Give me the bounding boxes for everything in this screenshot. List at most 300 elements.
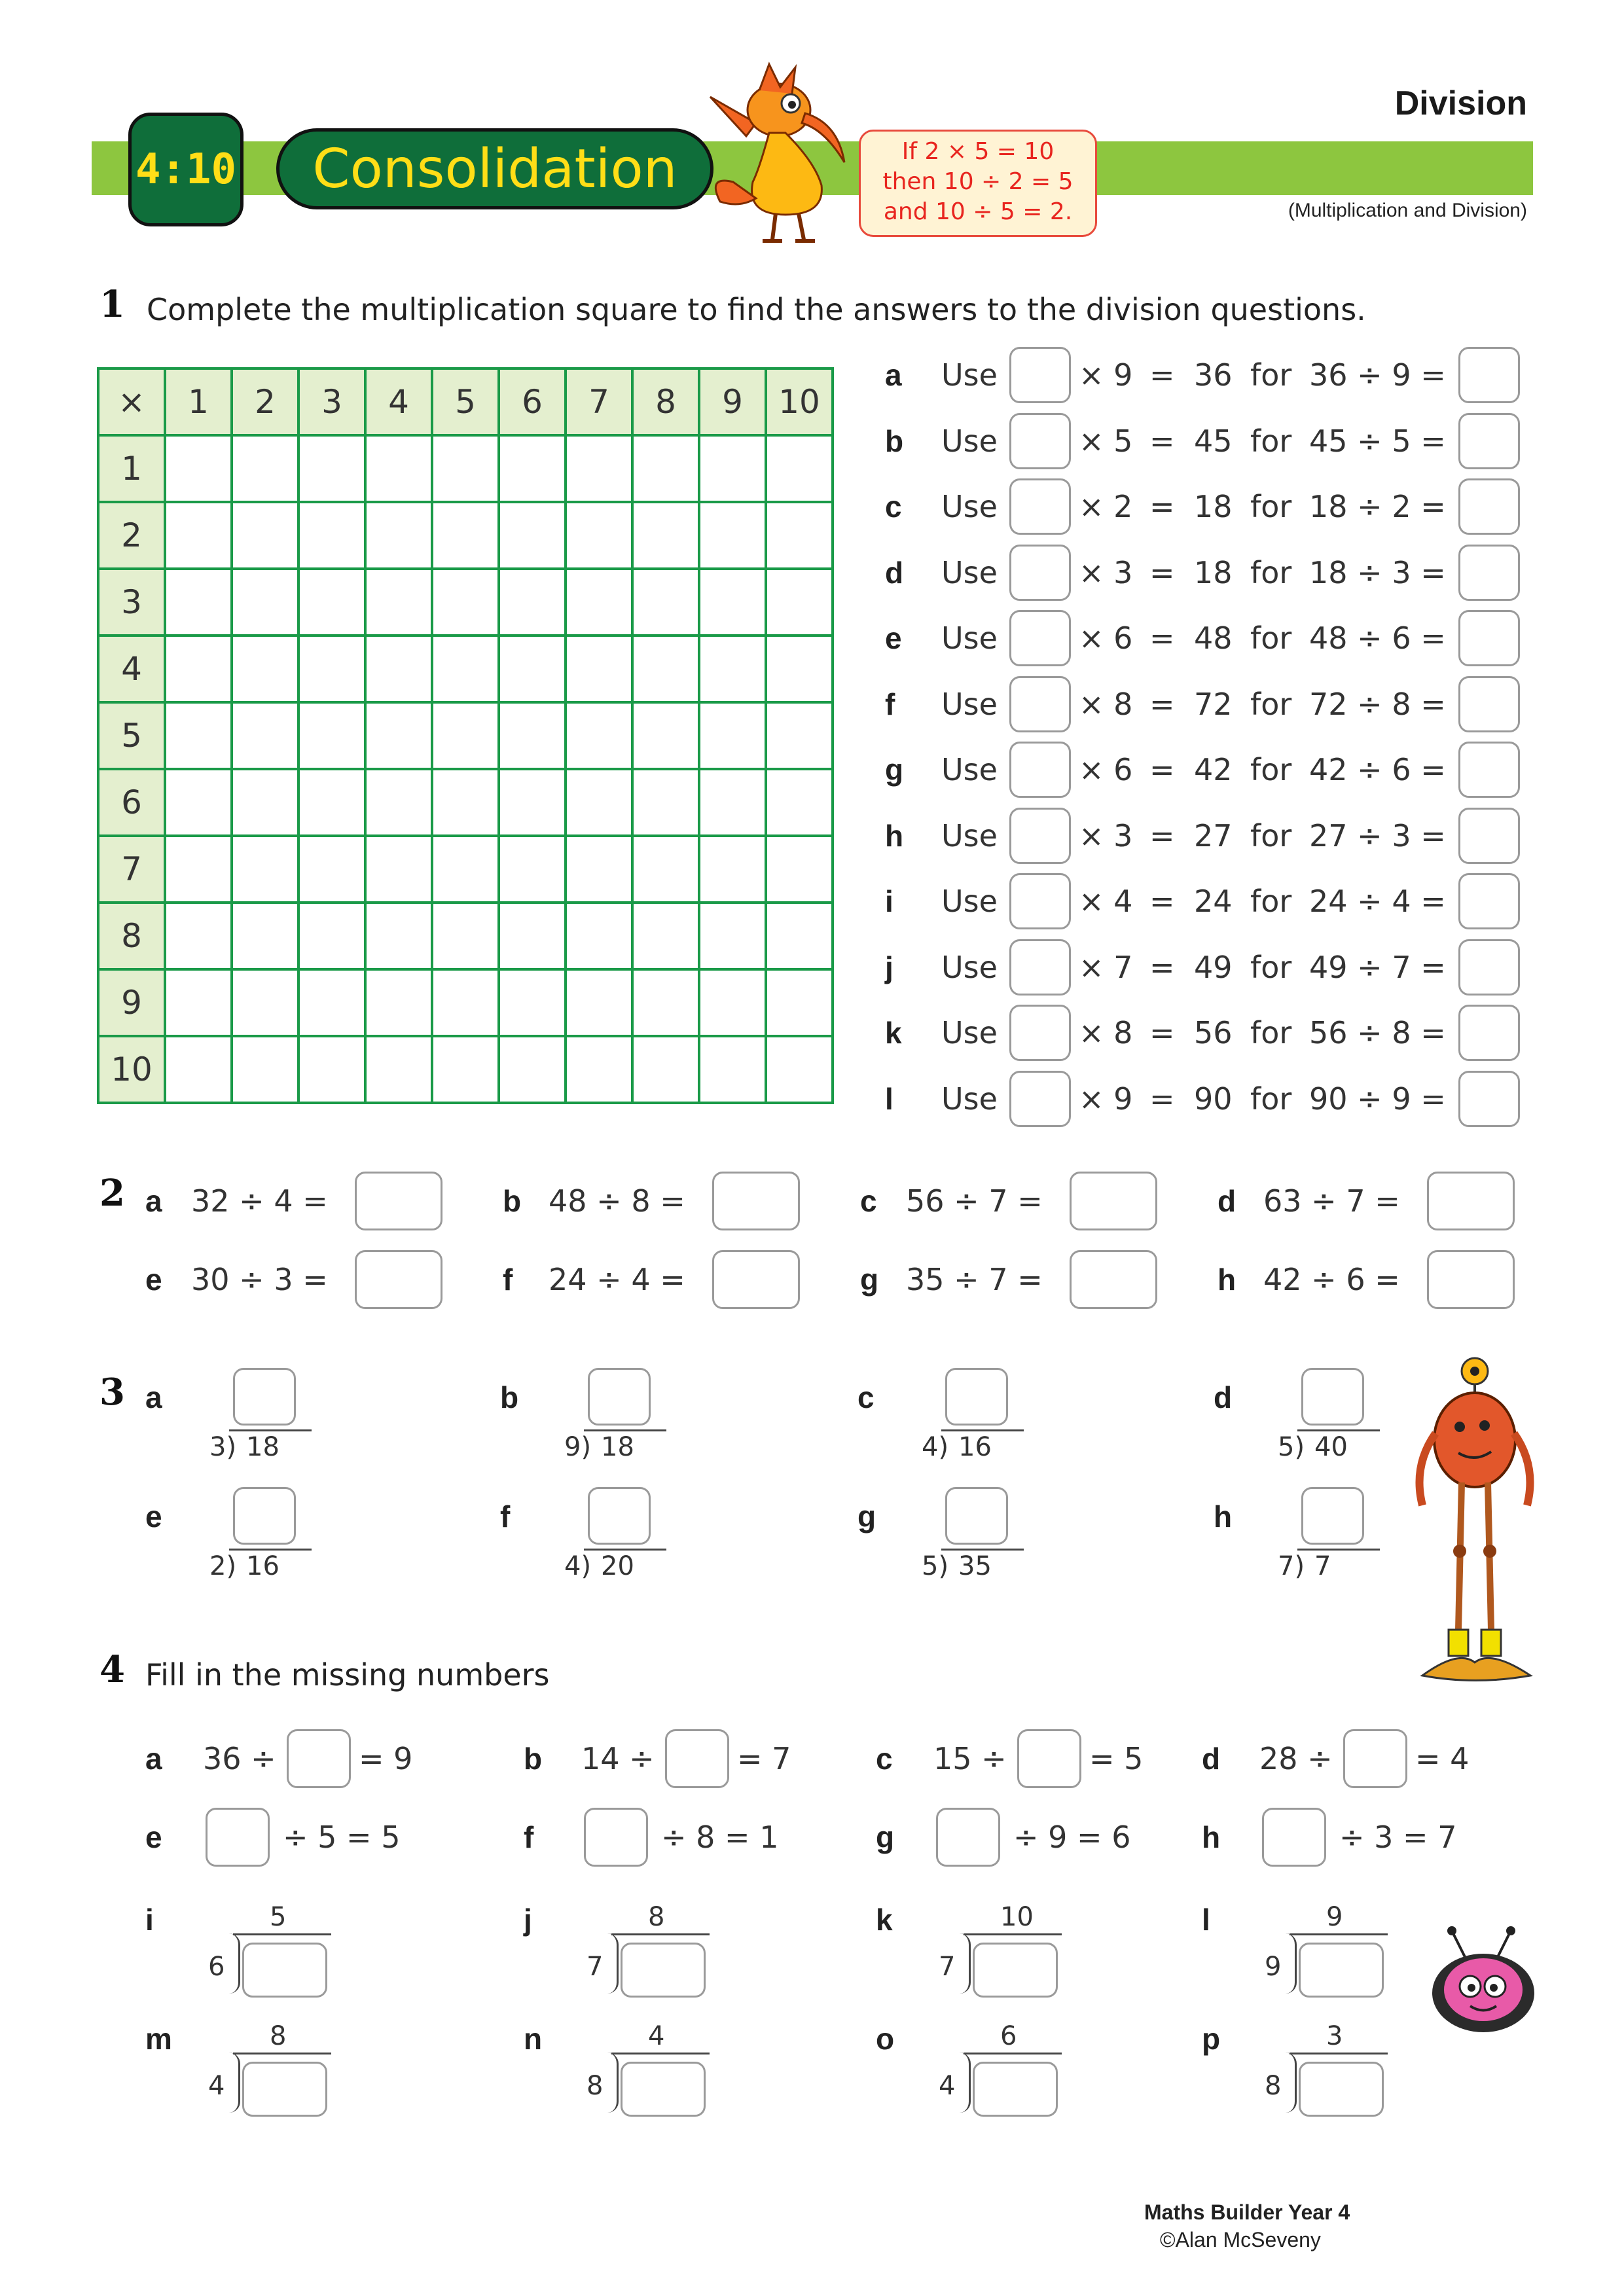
grid-cell[interactable] [432,702,499,769]
equals-sign: = [1149,554,1175,590]
division-bracket [607,2053,619,2113]
division-bar [584,1429,666,1431]
grid-cell[interactable] [165,636,232,702]
grid-cell[interactable] [566,435,632,502]
divisor: 4) [564,1551,592,1581]
grid-cell[interactable] [432,769,499,836]
division-expression: 48 ÷ 6 = [1309,620,1446,656]
multiplier: × 8 [1079,1015,1133,1050]
product-value: 18 [1194,554,1233,590]
answer-box[interactable] [1458,347,1520,403]
grid-cell[interactable] [499,903,566,969]
answer-box[interactable] [233,1487,296,1545]
division-bar [229,1549,312,1551]
grid-cell[interactable] [766,502,833,569]
answer-box[interactable] [242,1943,327,1998]
division-expression: 27 ÷ 3 = [1309,817,1446,853]
division-bar [1297,1429,1380,1431]
grid-cell[interactable] [365,435,432,502]
grid-cell[interactable] [232,769,298,836]
division-expression: 35 ÷ 7 = [906,1262,1043,1297]
multiplier: × 5 [1079,423,1133,459]
item-label: b [524,1742,543,1776]
grid-cell[interactable] [566,702,632,769]
grid-col-header: 3 [298,368,365,435]
answer-box[interactable] [712,1172,800,1230]
division-expression: 36 ÷ 9 = [1309,357,1446,393]
use-word: Use [941,752,998,787]
grid-cell[interactable] [165,569,232,636]
answer-box[interactable] [1458,742,1520,798]
answer-box[interactable] [242,2062,327,2117]
answer-box[interactable] [1009,413,1071,469]
question-instruction: Complete the multiplication square to find the answers to the division questions. [147,292,1366,327]
grid-cell[interactable] [165,435,232,502]
item-label: l [1202,1903,1210,1937]
for-word: for [1250,489,1292,524]
use-word: Use [941,884,998,919]
use-word: Use [941,1081,998,1117]
grid-cell[interactable] [232,702,298,769]
answer-box[interactable] [1262,1808,1326,1867]
answer-box[interactable] [1009,742,1071,798]
answer-box[interactable] [1299,1943,1384,1998]
answer-box[interactable] [1009,676,1071,732]
grid-cell[interactable] [499,702,566,769]
use-word: Use [941,620,998,656]
grid-cell[interactable] [632,1036,699,1103]
grid-cell[interactable] [566,769,632,836]
grid-cell[interactable] [632,836,699,903]
multiplier: × 9 [1079,1081,1133,1117]
grid-col-header: 6 [499,368,566,435]
grid-cell[interactable] [499,769,566,836]
grid-row-header: 6 [98,769,165,836]
division-bar [611,2053,710,2054]
answer-box[interactable] [1009,808,1071,864]
grid-cell[interactable] [365,903,432,969]
question-instruction: Fill in the missing numbers [145,1657,550,1693]
answer-box[interactable] [588,1368,651,1426]
answer-box[interactable] [1070,1172,1157,1230]
grid-row-header: 9 [98,969,165,1036]
grid-cell[interactable] [165,903,232,969]
product-value: 42 [1194,752,1233,787]
grid-cell[interactable] [298,769,365,836]
equals-sign: = [1149,817,1175,853]
grid-cell[interactable] [232,435,298,502]
grid-cell[interactable] [766,1036,833,1103]
grid-cell[interactable] [365,569,432,636]
grid-cell[interactable] [566,903,632,969]
grid-cell[interactable] [632,435,699,502]
use-word: Use [941,949,998,985]
dividend: 20 [601,1551,634,1581]
item-label: e [145,1499,162,1534]
divisor: 7) [1278,1551,1305,1581]
grid-cell[interactable] [232,502,298,569]
grid-cell[interactable] [566,836,632,903]
answer-box[interactable] [1009,478,1071,535]
item-label: e [885,621,902,655]
equals-sign: = [1149,949,1175,985]
for-word: for [1250,1081,1292,1117]
answer-box[interactable] [973,1943,1058,1998]
answer-box[interactable] [936,1808,1000,1867]
answer-box[interactable] [233,1368,296,1426]
answer-box[interactable] [621,1943,706,1998]
division-expression: 90 ÷ 9 = [1309,1081,1446,1117]
item-label: h [1214,1499,1233,1534]
item-label: g [860,1263,879,1297]
grid-cell[interactable] [499,435,566,502]
product-value: 90 [1194,1081,1233,1117]
grid-cell[interactable] [298,969,365,1036]
item-label: l [885,1081,893,1116]
bird-monster-illustration [707,58,877,247]
divisor: 2) [209,1551,237,1581]
answer-box[interactable] [355,1172,442,1230]
expression-left: 15 ÷ [933,1741,1007,1776]
product-value: 45 [1194,423,1233,459]
answer-box[interactable] [1009,610,1071,666]
grid-cell[interactable] [766,636,833,702]
item-label: c [860,1184,877,1218]
dividend: 7 [1314,1551,1331,1581]
division-bar [1297,1549,1380,1551]
division-expression: 49 ÷ 7 = [1309,949,1446,985]
answer-box[interactable] [1427,1172,1515,1230]
division-bracket [607,1933,619,1994]
grid-cell[interactable] [632,969,699,1036]
grid-cell[interactable] [432,502,499,569]
divisor: 3) [209,1432,237,1462]
answer-box[interactable] [1009,1005,1071,1061]
grid-col-header: 8 [632,368,699,435]
grid-cell[interactable] [365,969,432,1036]
grid-cell[interactable] [566,502,632,569]
item-label: j [885,950,893,984]
answer-box[interactable] [1458,676,1520,732]
quotient: 3 [1326,2021,1343,2051]
grid-cell[interactable] [365,702,432,769]
grid-cell[interactable] [365,769,432,836]
item-label: f [885,687,895,721]
topic-title: Division [1394,84,1527,122]
divisor: 4 [208,2071,225,2101]
grid-col-header: 2 [232,368,298,435]
divisor: 5) [1278,1432,1305,1462]
item-label: i [145,1903,154,1937]
use-word: Use [941,423,998,459]
grid-cell[interactable] [699,969,766,1036]
item-label: b [500,1380,519,1414]
division-expression: 56 ÷ 8 = [1309,1015,1446,1050]
item-label: f [524,1820,534,1854]
item-label: c [885,490,902,524]
for-word: for [1250,817,1292,853]
answer-box[interactable] [1070,1250,1157,1309]
grid-cell[interactable] [766,435,833,502]
divisor: 8 [1265,2071,1282,2101]
grid-cell[interactable] [499,636,566,702]
grid-cell[interactable] [499,569,566,636]
answer-box[interactable] [1017,1729,1081,1788]
grid-cell[interactable] [699,702,766,769]
grid-cell[interactable] [699,569,766,636]
answer-box[interactable] [287,1729,351,1788]
grid-cell[interactable] [632,569,699,636]
answer-box[interactable] [1009,1071,1071,1127]
grid-row-header: 8 [98,903,165,969]
grid-cell[interactable] [365,836,432,903]
answer-box[interactable] [1458,413,1520,469]
division-bar [233,2053,331,2054]
grid-cell[interactable] [232,903,298,969]
grid-cell[interactable] [766,903,833,969]
item-label: f [500,1499,511,1534]
answer-box[interactable] [1301,1487,1364,1545]
use-word: Use [941,489,998,524]
expression-right: ÷ 8 = 1 [661,1820,779,1855]
product-value: 18 [1194,489,1233,524]
grid-cell[interactable] [365,1036,432,1103]
division-bar [1290,2053,1388,2054]
use-word: Use [941,686,998,722]
expression-right: = 7 [737,1741,791,1776]
equals-sign: = [1149,1081,1175,1117]
question-number: 2 [99,1172,125,1215]
pink-fuzzy-monster-illustration [1419,1924,1547,2042]
grid-cell[interactable] [365,636,432,702]
grid-cell[interactable] [766,769,833,836]
division-expression: 63 ÷ 7 = [1263,1183,1400,1219]
answer-box[interactable] [1343,1729,1407,1788]
product-value: 48 [1194,620,1233,656]
equals-sign: = [1149,620,1175,656]
grid-cell[interactable] [165,969,232,1036]
answer-box[interactable] [206,1808,270,1867]
expression-left: 28 ÷ [1259,1741,1333,1776]
grid-cell[interactable] [566,636,632,702]
dividend: 18 [601,1432,634,1462]
grid-cell[interactable] [632,702,699,769]
grid-cell[interactable] [232,636,298,702]
grid-cell[interactable] [499,836,566,903]
equals-sign: = [1149,884,1175,919]
item-label: d [1218,1184,1236,1218]
grid-cell[interactable] [165,702,232,769]
equals-sign: = [1149,489,1175,524]
answer-box[interactable] [1458,808,1520,864]
lesson-title: Consolidation [276,128,713,209]
use-word: Use [941,357,998,393]
grid-cell[interactable] [632,903,699,969]
answer-box[interactable] [1299,2062,1384,2117]
product-value: 56 [1194,1015,1233,1050]
answer-box[interactable] [1458,610,1520,666]
multiplier: × 6 [1079,620,1133,656]
answer-box[interactable] [973,2062,1058,2117]
grid-cell[interactable] [298,836,365,903]
answer-box[interactable] [621,2062,706,2117]
answer-box[interactable] [945,1487,1008,1545]
grid-cell[interactable] [298,569,365,636]
answer-box[interactable] [1427,1250,1515,1309]
grid-cell[interactable] [165,836,232,903]
grid-cell[interactable] [699,502,766,569]
answer-box[interactable] [1009,873,1071,929]
division-expression: 42 ÷ 6 = [1263,1262,1400,1297]
grid-cell[interactable] [766,569,833,636]
item-label: k [885,1016,902,1050]
item-label: e [145,1263,162,1297]
division-bar [941,1549,1024,1551]
topic-subtitle: (Multiplication and Division) [1288,200,1527,221]
use-word: Use [941,1015,998,1050]
multiplication-grid [97,367,834,1104]
grid-cell[interactable] [699,636,766,702]
grid-col-header: 4 [365,368,432,435]
item-label: h [885,818,904,853]
for-word: for [1250,686,1292,722]
grid-cell[interactable] [298,903,365,969]
grid-cell[interactable] [432,1036,499,1103]
item-label: i [885,884,893,918]
item-label: d [1214,1380,1233,1414]
division-expression: 30 ÷ 3 = [191,1262,328,1297]
item-label: a [145,1380,162,1414]
grid-row-header: 3 [98,569,165,636]
grid-cell[interactable] [298,502,365,569]
answer-box[interactable] [1009,347,1071,403]
grid-cell[interactable] [165,1036,232,1103]
grid-cell[interactable] [298,435,365,502]
hint-box [859,130,1097,237]
hint-line: and 10 ÷ 5 = 2. [883,198,1073,225]
grid-cell[interactable] [566,1036,632,1103]
grid-cell[interactable] [432,836,499,903]
for-word: for [1250,949,1292,985]
answer-box[interactable] [1458,1005,1520,1061]
grid-cell[interactable] [699,435,766,502]
equals-sign: = [1149,752,1175,787]
grid-cell[interactable] [632,502,699,569]
quotient: 8 [648,1902,665,1932]
use-word: Use [941,554,998,590]
grid-cell[interactable] [365,502,432,569]
answer-box[interactable] [1458,1071,1520,1127]
answer-box[interactable] [712,1250,800,1309]
grid-cell[interactable] [232,1036,298,1103]
grid-cell[interactable] [499,1036,566,1103]
grid-cell[interactable] [432,969,499,1036]
grid-cell[interactable] [432,569,499,636]
grid-cell[interactable] [165,769,232,836]
grid-cell[interactable] [499,502,566,569]
use-word: Use [941,817,998,853]
grid-cell[interactable] [566,969,632,1036]
answer-box[interactable] [945,1368,1008,1426]
answer-box[interactable] [1458,478,1520,535]
equals-sign: = [1149,686,1175,722]
for-word: for [1250,554,1292,590]
division-bar [941,1429,1024,1431]
grid-cell[interactable] [699,769,766,836]
grid-cell[interactable] [632,636,699,702]
division-bar [611,1933,710,1935]
grid-cell[interactable] [232,969,298,1036]
expression-right: = 5 [1089,1741,1144,1776]
answer-box[interactable] [584,1808,648,1867]
grid-cell[interactable] [432,435,499,502]
grid-cell[interactable] [699,836,766,903]
answer-box[interactable] [1458,873,1520,929]
grid-cell[interactable] [232,836,298,903]
grid-cell[interactable] [298,636,365,702]
item-label: p [1202,2022,1221,2056]
grid-cell[interactable] [766,969,833,1036]
multiplier: × 6 [1079,752,1133,787]
answer-box[interactable] [1301,1368,1364,1426]
question-number: 1 [99,283,125,326]
grid-cell[interactable] [566,569,632,636]
equals-sign: = [1149,357,1175,393]
grid-cell[interactable] [298,1036,365,1103]
lesson-code-badge: 4:10 [128,113,244,226]
grid-cell[interactable] [232,569,298,636]
for-word: for [1250,357,1292,393]
division-bar [964,1933,1062,1935]
answer-box[interactable] [665,1729,729,1788]
divisor: 9 [1265,1952,1282,1982]
answer-box[interactable] [588,1487,651,1545]
grid-cell[interactable] [766,836,833,903]
grid-cell[interactable] [298,702,365,769]
answer-box[interactable] [1009,545,1071,601]
answer-box[interactable] [1458,939,1520,996]
answer-box[interactable] [355,1250,442,1309]
grid-cell[interactable] [632,769,699,836]
equals-sign: = [1149,423,1175,459]
item-label: a [885,358,902,392]
grid-col-header: 9 [699,368,766,435]
grid-row-header: 2 [98,502,165,569]
grid-cell[interactable] [766,702,833,769]
dividend: 18 [246,1432,280,1462]
grid-cell[interactable] [699,903,766,969]
grid-cell[interactable] [165,502,232,569]
question-number: 3 [99,1371,125,1414]
dividend: 16 [246,1551,280,1581]
dividend: 16 [958,1432,992,1462]
grid-cell[interactable] [432,636,499,702]
footer-book-title: Maths Builder Year 4 [1144,2200,1350,2224]
answer-box[interactable] [1458,545,1520,601]
dividend: 40 [1314,1432,1348,1462]
grid-cell[interactable] [432,903,499,969]
multiplier: × 4 [1079,884,1133,919]
expression-right: ÷ 3 = 7 [1339,1820,1457,1855]
grid-cell[interactable] [699,1036,766,1103]
answer-box[interactable] [1009,939,1071,996]
divisor: 4) [922,1432,949,1462]
product-value: 24 [1194,884,1233,919]
grid-cell[interactable] [499,969,566,1036]
grid-row-header: 10 [98,1036,165,1103]
quotient: 8 [270,2021,287,2051]
division-expression: 45 ÷ 5 = [1309,423,1446,459]
